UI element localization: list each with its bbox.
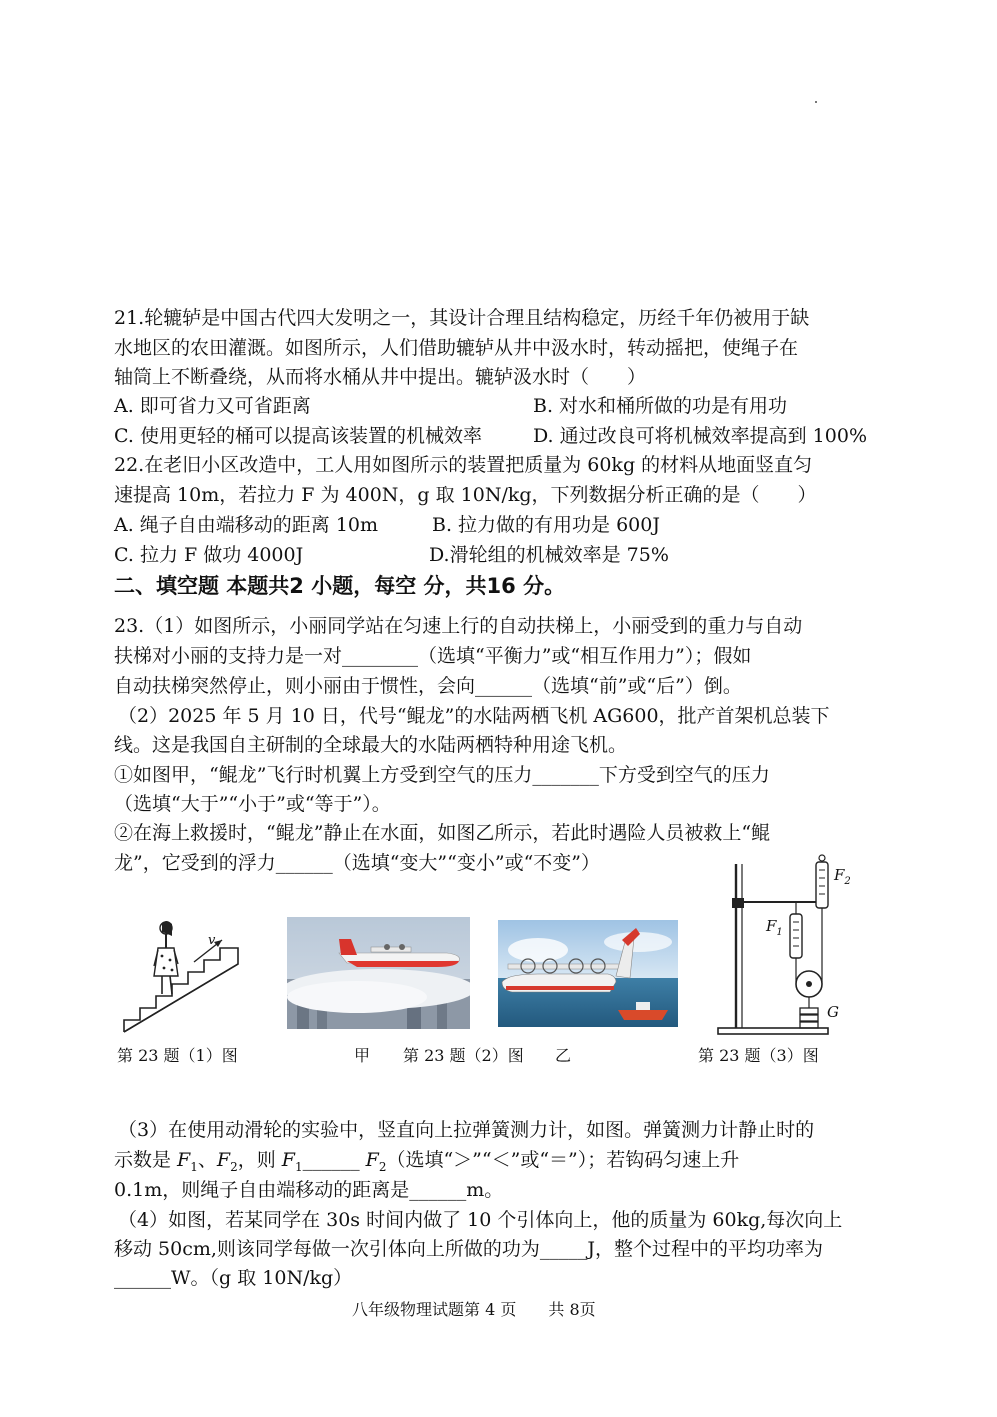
- q21-stem-line: 21.轮辘轳是中国古代四大发明之一，其设计合理且结构稳定，历经千年仍被用于缺: [114, 307, 810, 329]
- q22-stem-line: 速提高 10m，若拉力 F 为 400N，g 取 10N/kg，下列数据分析正确的是（ ）: [114, 484, 817, 506]
- section-heading: 二、填空题 本题共2 小题，每空 分，共16 分。: [114, 574, 566, 598]
- q23-text-line: 0.1m，则绳子自由端移动的距离是______m。: [114, 1179, 504, 1201]
- scan-speck: [815, 101, 817, 103]
- q23-text-line: 线。这是我国自主研制的全球最大的水陆两栖特种用途飞机。: [114, 734, 628, 756]
- q22-option-b: B. 拉力做的有用功是 600J: [432, 514, 660, 536]
- q21-stem-line: 轴筒上不断叠绕，从而将水桶从井中提出。辘轳汲水时（ ）: [114, 366, 647, 388]
- plane-on-water-photo: [498, 920, 678, 1027]
- q21-stem-line: 水地区的农田灌溉。如图所示，人们借助辘轳从井中汲水时，转动摇把，使绳子在: [114, 337, 799, 359]
- q21-option-d: D. 通过改良可将机械效率提高到 100%: [533, 425, 867, 447]
- escalator-diagram: [118, 912, 248, 1036]
- q23-text-line: （4）如图，若某同学在 30s 时间内做了 10 个引体向上，他的质量为 60kg,每次向上: [118, 1209, 843, 1231]
- velocity-label: v: [208, 933, 216, 948]
- f2-label: $F_2$: [834, 866, 851, 887]
- q23-text-line: （3）在使用动滑轮的实验中，竖直向上拉弹簧测力计，如图。弹簧测力计静止时的: [118, 1119, 815, 1141]
- q23-text-line: 示数是 $F_1$、$F_2$，则 $F_1\_\_\_\_\_\_$ $F_2$（选填“＞”“＜”或“＝”）；若钩码匀速上升: [114, 1149, 740, 1174]
- q23-text-line: ②在海上救援时，“鲲龙”静止在水面，如图乙所示，若此时遇险人员被救上“鲲: [114, 822, 771, 844]
- q23-text-line: 23.（1）如图所示，小丽同学站在匀速上行的自动扶梯上，小丽受到的重力与自动: [114, 615, 803, 637]
- q21-option-c: C. 使用更轻的桶可以提高该装置的机械效率: [114, 425, 482, 447]
- label-jia: 甲: [354, 1046, 371, 1065]
- q23-text-line: 自动扶梯突然停止，则小丽由于惯性，会向______（选填“前”或“后”）倒。: [114, 675, 742, 697]
- q23-text-line: 扶梯对小丽的支持力是一对________（选填“平衡力”或“相互作用力”）；假如: [114, 645, 752, 667]
- label-yi: 乙: [555, 1046, 572, 1065]
- q22-option-c: C. 拉力 F 做功 4000J: [114, 544, 304, 566]
- q23-text-line: 龙”，它受到的浮力______（选填“变大”“变小”或“不变”）: [114, 852, 600, 874]
- f1-label: $F_1$: [766, 917, 783, 938]
- q23-text-line: （2）2025 年 5 月 10 日，代号“鲲龙”的水陆两栖飞机 AG600，批产首架机总装下: [118, 705, 830, 727]
- q21-option-b: B. 对水和桶所做的功是有用功: [533, 395, 788, 417]
- plane-flying-photo: [287, 917, 470, 1029]
- q23-text-line: ①如图甲，“鲲龙”飞行时机翼上方受到空气的压力_______下方受到空气的压力: [114, 764, 770, 786]
- q23-text-line: （选填“大于”“小于”或“等于”）。: [114, 793, 391, 815]
- g-label: G: [827, 1003, 839, 1021]
- page-footer: 八年级物理试题第 4 页 共 8页: [352, 1300, 596, 1319]
- q23-text-line: ______W。（g 取 10N/kg）: [114, 1267, 353, 1289]
- q22-option-a: A. 绳子自由端移动的距离 10m: [114, 514, 379, 536]
- q22-option-d: D.滑轮组的机械效率是 75%: [429, 544, 669, 566]
- caption-q23-3: 第 23 题（3）图: [698, 1046, 819, 1065]
- q21-option-a: A. 即可省力又可省距离: [114, 395, 311, 417]
- caption-q23-2: 第 23 题（2）图: [403, 1046, 524, 1065]
- q23-text-line: 移动 50cm,则该同学每做一次引体向上所做的功为_____J，整个过程中的平均功率为: [114, 1238, 824, 1260]
- caption-q23-1: 第 23 题（1）图: [117, 1046, 238, 1065]
- q22-stem-line: 22.在老旧小区改造中，工人用如图所示的装置把质量为 60kg 的材料从地面竖直匀: [114, 454, 813, 476]
